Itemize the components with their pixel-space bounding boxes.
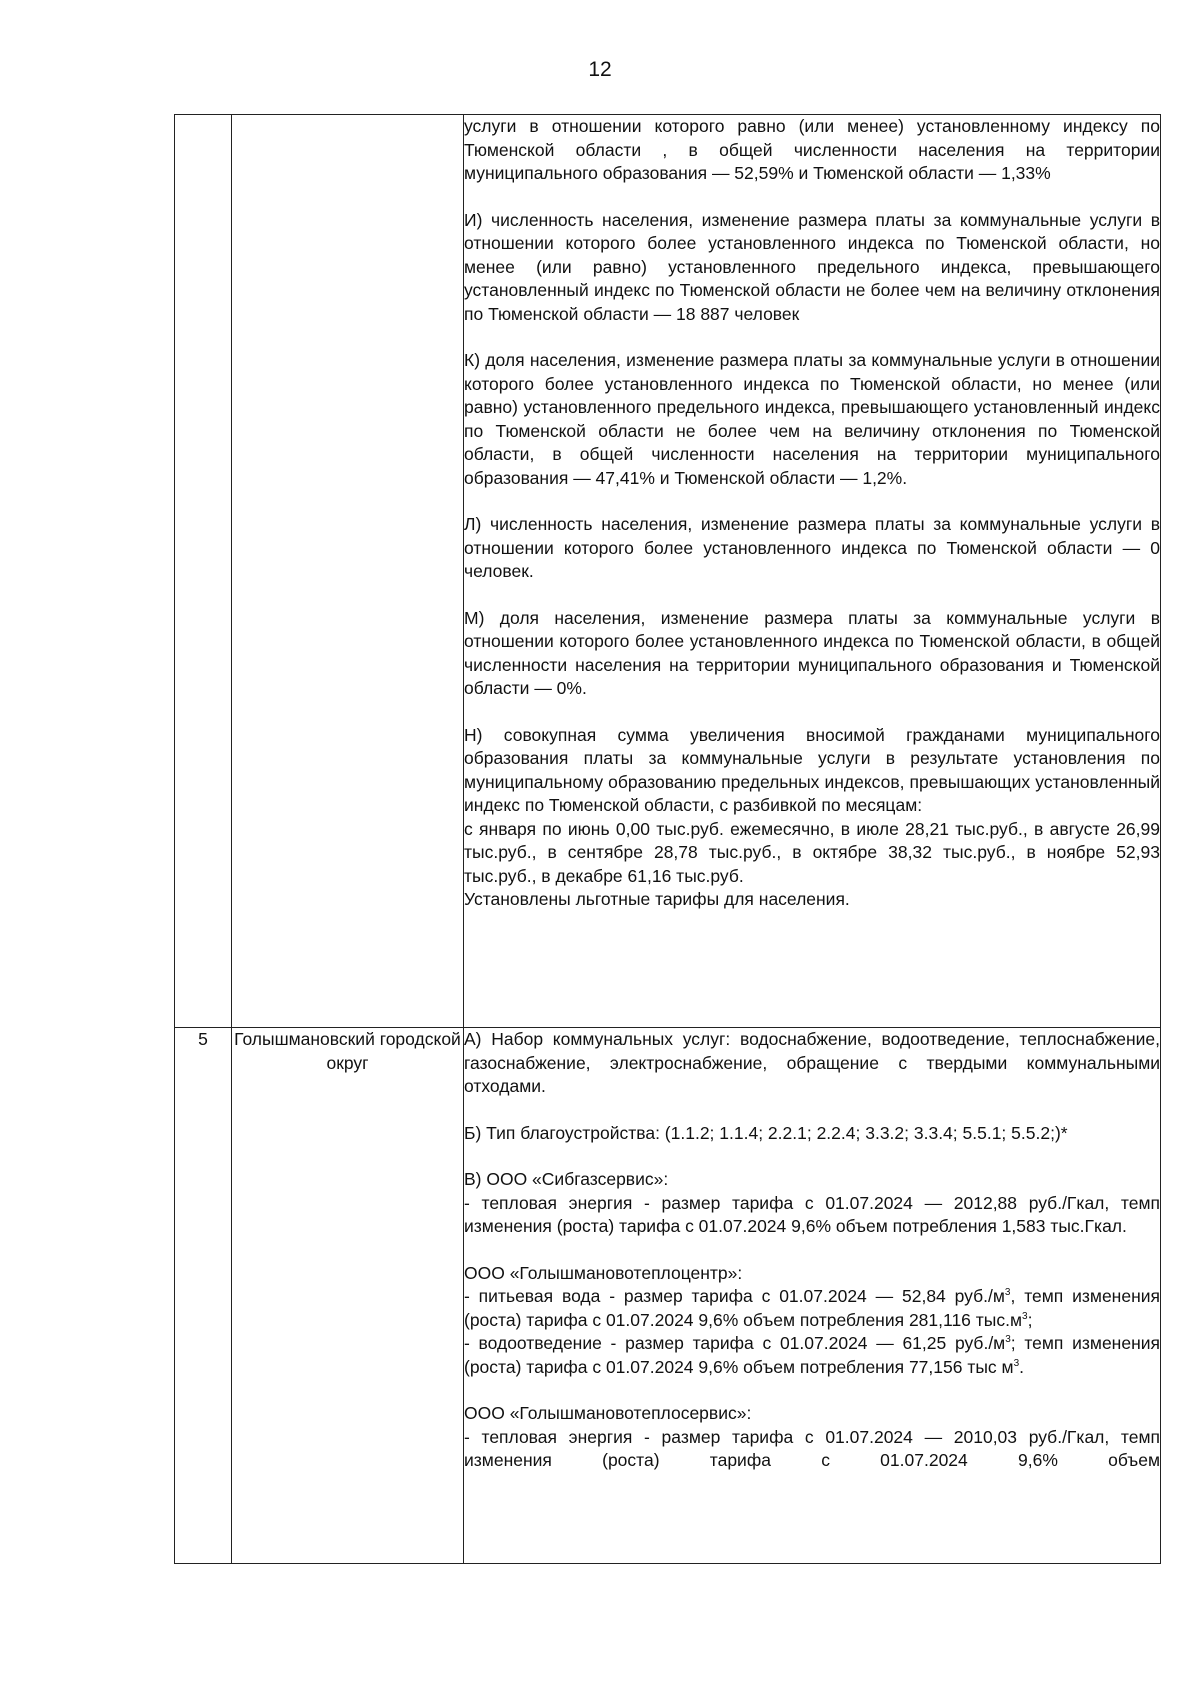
superscript-3: 3 — [1022, 1310, 1028, 1322]
tariff-table — [174, 114, 1161, 1564]
paragraph-gts-head: ООО «Голышмановотеплосервис»: — [464, 1403, 752, 1423]
gtc-water-text-3: ; — [1027, 1309, 1033, 1330]
row-number-cell: 5 — [175, 1028, 232, 1564]
paragraph-v-heat: - тепловая энергия - размер тарифа с 01.07.2024 — 2012,88 руб./Гкал, темп изменения (роста) тарифа с 01.07.2024 9,6% объем потребления 1,583 тыс.Гкал. — [464, 1192, 1160, 1236]
paragraph-gtc-water — [464, 1285, 1160, 1332]
paragraph-k: К) доля населения, изменение размера платы за коммунальные услуги в отношении которого более установленного индекса по Тюменской области, но менее (или равно) установленного предельного индекса, превышающего установленный индекс по Тюменской области не более чем на величину отклонения по Тюменской области, в общей численности населения на территории муниципального образования — 47,41% и Тюменской области — 1,2%. — [464, 350, 1160, 488]
superscript-3: 3 — [1005, 1334, 1011, 1346]
gtc-waste-text-1: - водоотведение - размер тарифа с 01.07.2024 — 61,25 руб./м — [464, 1333, 1006, 1353]
superscript-3: 3 — [1013, 1357, 1020, 1369]
details-cell — [464, 1028, 1161, 1564]
gtc-waste-text-3: . — [1019, 1356, 1025, 1377]
paragraph-gtc-waste — [464, 1332, 1160, 1379]
row-number-cell — [175, 115, 232, 1028]
paragraph-n-months: с января по июнь 0,00 тыс.руб. ежемесячно, в июле 28,21 тыс.руб., в августе 26,99 тыс.руб., в сентябре 28,78 тыс.руб., в октябре 38,32 тыс.руб., в ноябре 52,93 тыс.руб., в декабре 61,16 тыс.руб. — [464, 818, 1160, 886]
gtc-waste-text-2: ; темп изменения (роста) тарифа с 01.07.2024 9,6% объем потребления 77,156 тыс м — [464, 1333, 1160, 1377]
table-row — [175, 115, 1161, 1028]
paragraph-gtc-head: ООО «Голышмановотеплоцентр»: — [464, 1262, 743, 1283]
paragraph-v-head: В) ООО «Сибгазсервис»: — [464, 1169, 669, 1189]
paragraph-n: Н) совокупная сумма увеличения вносимой гражданами муниципального образования платы за коммунальные услуги в результате установления по муниципальному образованию предельных индексов, превышающих установленный индекс по Тюменской области, с разбивкой по месяцам: — [464, 724, 1160, 815]
page-number: 12 — [588, 58, 612, 81]
municipality-cell: Голышмановский городской округ — [232, 1028, 464, 1564]
paragraph-b: Б) Тип благоустройства: (1.1.2; 1.1.4; 2.2.1; 2.2.4; 3.3.2; 3.3.4; 5.5.1; 5.5.2;)* — [464, 1122, 1068, 1143]
municipality-cell — [232, 115, 464, 1028]
paragraph-m: М) доля населения, изменение размера платы за коммунальные услуги в отношении которого более установленного индекса по Тюменской области, в общей численности населения на территории муниципального образования и Тюменской области — 0%. — [464, 607, 1160, 698]
paragraph-a: А) Набор коммунальных услуг: водоснабжение, водоотведение, теплоснабжение, газоснабжение, электроснабжение, обращение с твердыми коммунальными отходами. — [464, 1029, 1160, 1096]
paragraph-l: Л) численность населения, изменение размера платы за коммунальные услуги в отношении которого более установленного индекса по Тюменской области — 0 человек. — [464, 514, 1160, 581]
paragraph-gts-heat: - тепловая энергия - размер тарифа с 01.07.2024 — 2010,03 руб./Гкал, темп изменения (роста) тарифа с 01.07.2024 9,6% объем — [464, 1426, 1160, 1470]
paragraph-n-benefit: Установлены льготные тарифы для населения. — [464, 889, 850, 909]
gtc-water-text-1: - питьевая вода - размер тарифа с 01.07.2024 — 52,84 руб./м — [464, 1286, 1005, 1306]
details-cell — [464, 115, 1161, 1028]
table-row — [175, 1028, 1161, 1564]
paragraph-i: И) численность населения, изменение размера платы за коммунальные услуги в отношении которого более установленного индекса по Тюменской области, но менее (или равно) установленного предельного индекса, превышающего установленный индекс по Тюменской области не более чем на величину отклонения по Тюменской области — 18 887 человек — [464, 209, 1160, 324]
gtc-water-text-2: , темп изменения (роста) тарифа с 01.07.2024 9,6% объем потребления 281,116 тыс.м — [464, 1286, 1160, 1330]
superscript-3: 3 — [1004, 1287, 1011, 1299]
paragraph-continuation: услуги в отношении которого равно (или менее) установленному индексу по Тюменской области , в общей численности населения на территории муниципального образования — 52,59% и Тюменской области — 1,33% — [464, 116, 1160, 183]
